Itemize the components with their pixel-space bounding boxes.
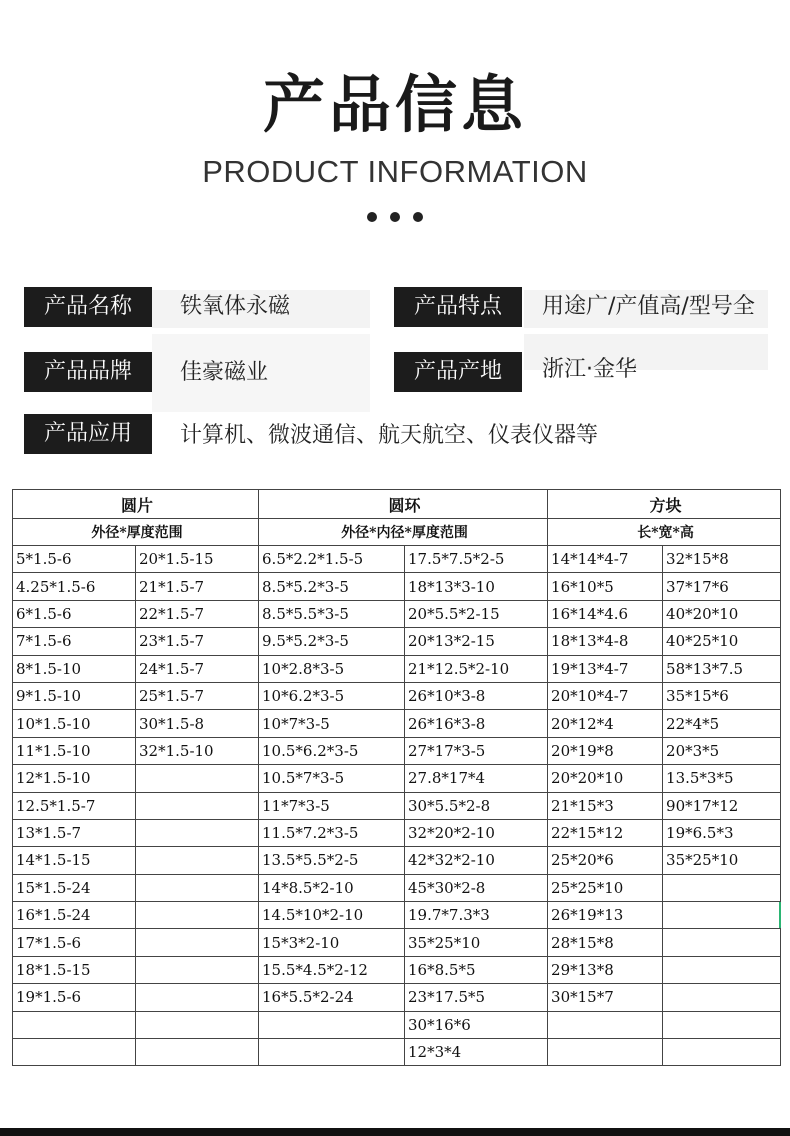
table-cell: 26*16*3-8 xyxy=(405,710,548,737)
table-cell xyxy=(136,929,259,956)
product-brand-value: 佳豪磁业 xyxy=(180,360,269,385)
spec-table xyxy=(12,489,781,1066)
table-cell: 20*12*4 xyxy=(548,710,663,737)
table-row xyxy=(13,600,781,627)
table-cell: 24*1.5-7 xyxy=(136,655,259,682)
table-cell xyxy=(136,847,259,874)
table-cell xyxy=(136,956,259,983)
table-cell: 26*10*3-8 xyxy=(405,682,548,709)
table-cell: 30*1.5-8 xyxy=(136,710,259,737)
table-cell: 25*1.5-7 xyxy=(136,682,259,709)
table-cell: 32*20*2-10 xyxy=(405,819,548,846)
group-header-block: 方块 xyxy=(548,490,781,519)
table-cell: 20*13*2-15 xyxy=(405,628,548,655)
table-cell: 14*14*4-7 xyxy=(548,546,663,573)
table-cell xyxy=(136,874,259,901)
dot-icon xyxy=(413,212,423,222)
table-row xyxy=(13,1011,781,1038)
table-cell: 7*1.5-6 xyxy=(13,628,136,655)
table-cell: 20*20*10 xyxy=(548,765,663,792)
table-row xyxy=(13,655,781,682)
table-cell: 11*1.5-10 xyxy=(13,737,136,764)
table-cell: 21*15*3 xyxy=(548,792,663,819)
table-cell: 14*8.5*2-10 xyxy=(259,874,405,901)
table-cell: 19*6.5*3 xyxy=(663,819,781,846)
table-cell: 6.5*2.2*1.5-5 xyxy=(259,546,405,573)
table-cell: 14*1.5-15 xyxy=(13,847,136,874)
table-row xyxy=(13,956,781,983)
table-cell: 12*1.5-10 xyxy=(13,765,136,792)
table-cell: 30*16*6 xyxy=(405,1011,548,1038)
page-title: 产品信息 xyxy=(262,68,527,141)
table-cell: 27.8*17*4 xyxy=(405,765,548,792)
table-cell: 25*20*6 xyxy=(548,847,663,874)
table-cell: 13.5*3*5 xyxy=(663,765,781,792)
table-cell: 4.25*1.5-6 xyxy=(13,573,136,600)
table-cell: 18*13*3-10 xyxy=(405,573,548,600)
table-cell: 16*8.5*5 xyxy=(405,956,548,983)
table-row xyxy=(13,847,781,874)
product-name-value: 铁氧体永磁 xyxy=(180,294,291,319)
dot-icon xyxy=(367,212,377,222)
table-cell: 18*1.5-15 xyxy=(13,956,136,983)
table-cell xyxy=(663,984,781,1011)
table-row xyxy=(13,1039,781,1066)
table-cell: 16*14*4.6 xyxy=(548,600,663,627)
table-cell: 32*15*8 xyxy=(663,546,781,573)
table-cell: 15*1.5-24 xyxy=(13,874,136,901)
table-cell: 35*15*6 xyxy=(663,682,781,709)
table-cell xyxy=(663,1011,781,1038)
decorative-dots xyxy=(0,212,790,222)
table-cell: 37*17*6 xyxy=(663,573,781,600)
table-cell: 21*1.5-7 xyxy=(136,573,259,600)
table-cell: 8*1.5-10 xyxy=(13,655,136,682)
table-cell: 10.5*6.2*3-5 xyxy=(259,737,405,764)
dot-icon xyxy=(390,212,400,222)
table-cell xyxy=(259,1011,405,1038)
table-subheader-row xyxy=(13,519,781,546)
table-cell: 12*3*4 xyxy=(405,1039,548,1066)
table-cell xyxy=(136,1011,259,1038)
table-cell: 19*1.5-6 xyxy=(13,984,136,1011)
table-cell: 28*15*8 xyxy=(548,929,663,956)
product-name-label: 产品名称 xyxy=(24,287,152,327)
table-cell: 22*4*5 xyxy=(663,710,781,737)
table-cell: 22*1.5-7 xyxy=(136,600,259,627)
table-cell xyxy=(136,819,259,846)
subheader-ring: 外径*内径*厚度范围 xyxy=(259,519,548,546)
page-subtitle: PRODUCT INFORMATION xyxy=(202,154,588,189)
table-cell: 13*1.5-7 xyxy=(13,819,136,846)
table-cell xyxy=(663,1039,781,1066)
table-cell: 40*20*10 xyxy=(663,600,781,627)
table-cell xyxy=(259,1039,405,1066)
table-cell: 23*1.5-7 xyxy=(136,628,259,655)
group-header-disc: 圆片 xyxy=(13,490,259,519)
table-row xyxy=(13,573,781,600)
table-row xyxy=(13,546,781,573)
table-cell: 21*12.5*2-10 xyxy=(405,655,548,682)
table-cell: 35*25*10 xyxy=(663,847,781,874)
edge-marker xyxy=(779,902,781,928)
table-row xyxy=(13,792,781,819)
table-cell: 6*1.5-6 xyxy=(13,600,136,627)
table-cell xyxy=(136,902,259,929)
table-cell: 20*10*4-7 xyxy=(548,682,663,709)
table-row xyxy=(13,929,781,956)
product-usage-label: 产品应用 xyxy=(24,414,152,454)
table-cell xyxy=(136,792,259,819)
table-cell: 20*5.5*2-15 xyxy=(405,600,548,627)
table-cell: 13.5*5.5*2-5 xyxy=(259,847,405,874)
table-cell xyxy=(663,902,781,929)
table-cell xyxy=(13,1039,136,1066)
table-cell: 9*1.5-10 xyxy=(13,682,136,709)
table-cell: 10*7*3-5 xyxy=(259,710,405,737)
table-cell: 19*13*4-7 xyxy=(548,655,663,682)
table-cell: 27*17*3-5 xyxy=(405,737,548,764)
table-cell xyxy=(548,1011,663,1038)
table-row xyxy=(13,737,781,764)
table-cell: 10*2.8*3-5 xyxy=(259,655,405,682)
table-cell: 20*19*8 xyxy=(548,737,663,764)
table-cell: 45*30*2-8 xyxy=(405,874,548,901)
table-row xyxy=(13,902,781,929)
table-cell: 11.5*7.2*3-5 xyxy=(259,819,405,846)
table-cell: 20*1.5-15 xyxy=(136,546,259,573)
table-cell: 42*32*2-10 xyxy=(405,847,548,874)
table-cell xyxy=(13,1011,136,1038)
table-cell: 35*25*10 xyxy=(405,929,548,956)
product-origin-value: 浙江·金华 xyxy=(542,357,637,382)
table-row xyxy=(13,874,781,901)
table-cell: 32*1.5-10 xyxy=(136,737,259,764)
product-feature-label: 产品特点 xyxy=(394,287,522,327)
table-cell xyxy=(663,956,781,983)
table-cell: 16*1.5-24 xyxy=(13,902,136,929)
table-cell xyxy=(663,874,781,901)
table-row xyxy=(13,984,781,1011)
table-cell: 58*13*7.5 xyxy=(663,655,781,682)
table-cell: 19.7*7.3*3 xyxy=(405,902,548,929)
table-row xyxy=(13,710,781,737)
table-cell: 10.5*7*3-5 xyxy=(259,765,405,792)
table-cell: 25*25*10 xyxy=(548,874,663,901)
table-cell: 16*5.5*2-24 xyxy=(259,984,405,1011)
table-row xyxy=(13,765,781,792)
table-cell: 17.5*7.5*2-5 xyxy=(405,546,548,573)
table-cell: 15*3*2-10 xyxy=(259,929,405,956)
table-cell: 5*1.5-6 xyxy=(13,546,136,573)
table-cell: 20*3*5 xyxy=(663,737,781,764)
product-origin-label: 产品产地 xyxy=(394,352,522,392)
spec-table-body xyxy=(13,546,781,1066)
table-cell xyxy=(136,1039,259,1066)
table-cell: 90*17*12 xyxy=(663,792,781,819)
table-cell xyxy=(663,929,781,956)
table-cell: 10*1.5-10 xyxy=(13,710,136,737)
table-cell xyxy=(548,1039,663,1066)
table-cell: 12.5*1.5-7 xyxy=(13,792,136,819)
table-cell: 30*5.5*2-8 xyxy=(405,792,548,819)
subheader-block: 长*宽*高 xyxy=(548,519,781,546)
table-cell xyxy=(136,765,259,792)
table-cell: 29*13*8 xyxy=(548,956,663,983)
table-cell: 8.5*5.2*3-5 xyxy=(259,573,405,600)
table-cell: 23*17.5*5 xyxy=(405,984,548,1011)
product-feature-value: 用途广/产值高/型号全 xyxy=(542,294,755,319)
bottom-border xyxy=(0,1128,790,1136)
product-brand-label: 产品品牌 xyxy=(24,352,152,392)
table-cell: 17*1.5-6 xyxy=(13,929,136,956)
table-row xyxy=(13,819,781,846)
table-cell: 14.5*10*2-10 xyxy=(259,902,405,929)
table-cell xyxy=(136,984,259,1011)
table-cell: 16*10*5 xyxy=(548,573,663,600)
table-cell: 11*7*3-5 xyxy=(259,792,405,819)
subheader-disc: 外径*厚度范围 xyxy=(13,519,259,546)
table-row xyxy=(13,682,781,709)
table-cell: 22*15*12 xyxy=(548,819,663,846)
table-cell: 26*19*13 xyxy=(548,902,663,929)
table-cell: 30*15*7 xyxy=(548,984,663,1011)
table-row xyxy=(13,628,781,655)
table-cell: 9.5*5.2*3-5 xyxy=(259,628,405,655)
table-cell: 15.5*4.5*2-12 xyxy=(259,956,405,983)
table-group-header-row xyxy=(13,490,781,519)
product-usage-value: 计算机、微波通信、航天航空、仪表仪器等 xyxy=(180,423,599,448)
table-cell: 8.5*5.5*3-5 xyxy=(259,600,405,627)
table-cell: 40*25*10 xyxy=(663,628,781,655)
group-header-ring: 圆环 xyxy=(259,490,548,519)
table-cell: 10*6.2*3-5 xyxy=(259,682,405,709)
table-cell: 18*13*4-8 xyxy=(548,628,663,655)
